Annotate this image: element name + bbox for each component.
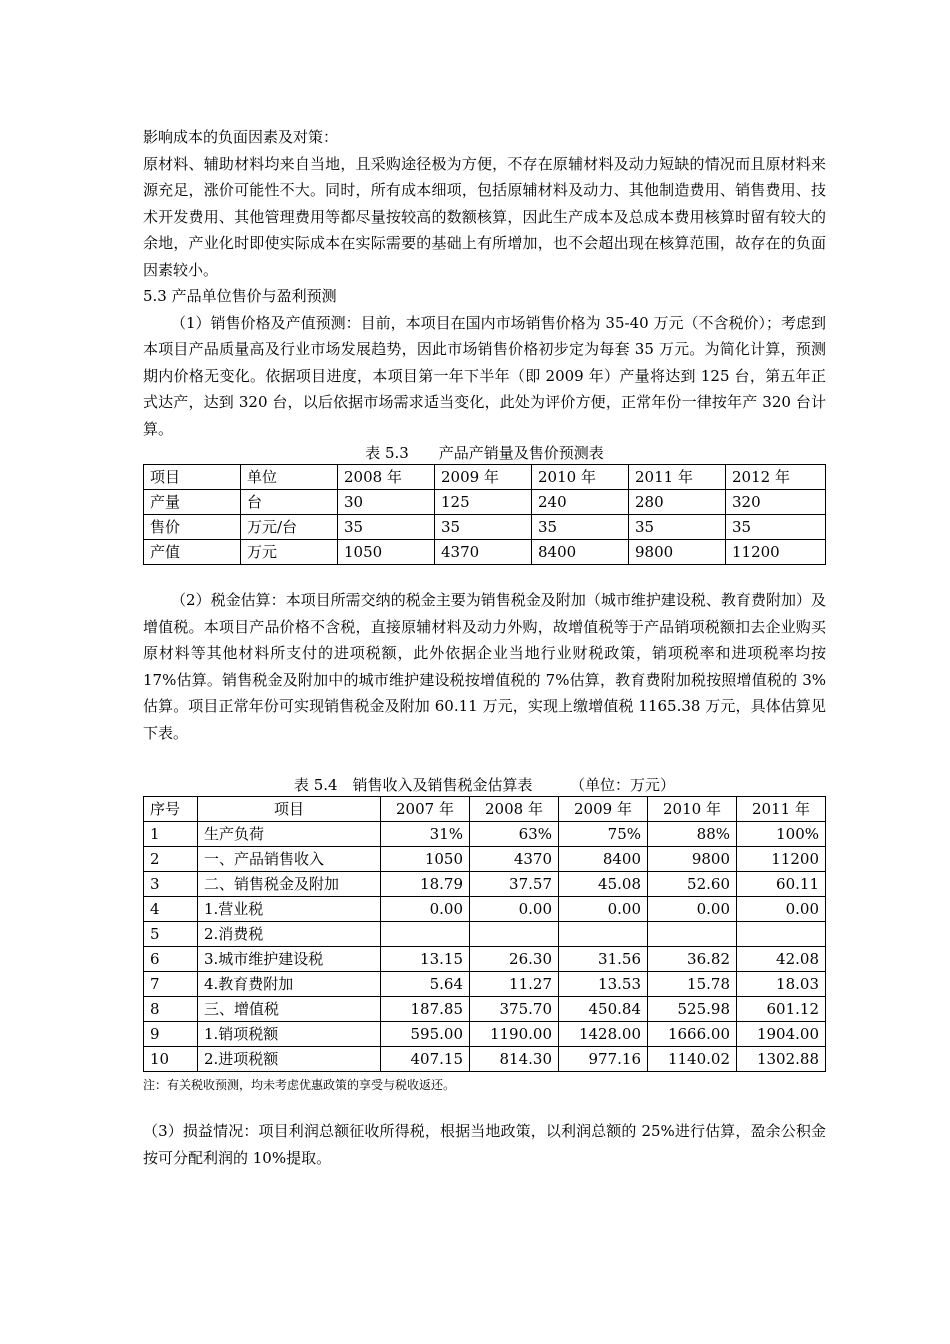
table-row xyxy=(144,1022,826,1047)
row-index: 7 xyxy=(144,972,198,997)
header-cell: 2011 年 xyxy=(737,797,826,822)
table-cell: 13.15 xyxy=(381,947,470,972)
header-cell: 2010 年 xyxy=(532,465,629,490)
table-cell: 13.53 xyxy=(559,972,648,997)
cost-heading: 影响成本的负面因素及对策： xyxy=(143,128,339,146)
table-cell: 35 xyxy=(532,515,629,540)
table-cell: 1050 xyxy=(338,540,435,565)
table-cell: 88% xyxy=(648,822,737,847)
row-index: 6 xyxy=(144,947,198,972)
document-page xyxy=(143,124,826,1171)
table-cell: 0.00 xyxy=(648,897,737,922)
row-item: 二、销售税金及附加 xyxy=(198,872,381,897)
table-5-3-caption: 表 5.3 产品产销量及售价预测表 xyxy=(365,444,604,462)
table-cell: 31% xyxy=(381,822,470,847)
table-cell: 售价 xyxy=(144,515,241,540)
table-cell: 52.60 xyxy=(648,872,737,897)
table-cell: 30 xyxy=(338,490,435,515)
table-cell: 977.16 xyxy=(559,1047,648,1072)
table-cell: 525.98 xyxy=(648,997,737,1022)
spacer xyxy=(143,1096,826,1118)
row-index: 3 xyxy=(144,872,198,897)
table-cell: 280 xyxy=(629,490,726,515)
row-item: 4.教育费附加 xyxy=(198,972,381,997)
row-item: 2.进项税额 xyxy=(198,1047,381,1072)
table-cell: 0.00 xyxy=(381,897,470,922)
table-cell: 4370 xyxy=(470,847,559,872)
cost-paragraph: 原材料、辅助材料均来自当地，且采购途径极为方便，不存在原辅材料及动力短缺的情况而且原材料来源充足，涨价可能性不大。同时，所有成本细项，包括原辅材料及动力、其他制造费用、销售费用、技术开发费用、其他管理费用等都尽量按较高的数额核算，因此生产成本及总成本费用核算时留有较大的余地，产业化时即使实际成本在实际需要的基础上有所增加，也不会超出现在核算范围，故存在的负面因素较小。 xyxy=(143,154,826,279)
table-header-row xyxy=(144,465,826,490)
table-cell xyxy=(559,922,648,947)
table-cell xyxy=(381,922,470,947)
header-cell: 2010 年 xyxy=(648,797,737,822)
table-cell: 8400 xyxy=(532,540,629,565)
table-cell: 60.11 xyxy=(737,872,826,897)
table-cell: 1904.00 xyxy=(737,1022,826,1047)
table-row xyxy=(144,847,826,872)
table-cell: 814.30 xyxy=(470,1047,559,1072)
table-cell: 1190.00 xyxy=(470,1022,559,1047)
table-row xyxy=(144,947,826,972)
table-cell: 产量 xyxy=(144,490,241,515)
table-cell: 1140.02 xyxy=(648,1047,737,1072)
table-cell: 37.57 xyxy=(470,872,559,897)
table-cell: 0.00 xyxy=(470,897,559,922)
row-index: 5 xyxy=(144,922,198,947)
table-cell: 36.82 xyxy=(648,947,737,972)
header-cell: 2008 年 xyxy=(470,797,559,822)
table-header-row xyxy=(144,797,826,822)
table-5-4 xyxy=(143,796,826,1072)
table-cell: 18.79 xyxy=(381,872,470,897)
table-cell: 万元/台 xyxy=(241,515,338,540)
row-index: 2 xyxy=(144,847,198,872)
table-row xyxy=(144,897,826,922)
table-cell xyxy=(648,922,737,947)
table-cell: 万元 xyxy=(241,540,338,565)
row-index: 8 xyxy=(144,997,198,1022)
table-cell: 产值 xyxy=(144,540,241,565)
table-cell: 35 xyxy=(629,515,726,540)
table-cell xyxy=(737,922,826,947)
tax-paragraph: （2）税金估算：本项目所需交纳的税金主要为销售税金及附加（城市维护建设税、教育费附加）及增值税。本项目产品价格不含税，直接原辅材料及动力外购，故增值税等于产品销项税额扣去企业购买原材料等其他材料所支付的进项税额，此外依据企业当地行业财税政策，销项税率和进项税率均按 17%估算。销售税金及附加中的城市维护建设税按增值税的 7%估算，教育费附加税按照增值税的 3%估算。项目正常年份可实现销售税金及附加 60.11 万元，实现上缴增值税 1165.38 万元，具体估算见下表。 xyxy=(143,591,827,742)
table-cell: 11200 xyxy=(726,540,826,565)
profit-paragraph: （3）损益情况：项目利润总额征收所得税，根据当地政策，以利润总额的 25%进行估算，盈余公积金按可分配利润的 10%提取。 xyxy=(143,1122,826,1167)
price-paragraph: （1）销售价格及产值预测：目前，本项目在国内市场销售价格为 35-40 万元（不含税价）；考虑到本项目产品质量高及行业市场发展趋势，因此市场销售价格初步定为每套 35 万元。为简化计算，预测期内价格无变化。依据项目进度，本项目第一年下半年（即 2009 年）产量将达到 125 台，第五年正式达产，达到 320 台，以后依据市场需求适当变化，此处为评价方便，正常年份一律按年产 320 台计算。 xyxy=(143,313,826,438)
table-row xyxy=(144,872,826,897)
table-cell: 35 xyxy=(435,515,532,540)
table-cell: 31.56 xyxy=(559,947,648,972)
table-row xyxy=(144,997,826,1022)
table-cell: 0.00 xyxy=(559,897,648,922)
table-cell: 8400 xyxy=(559,847,648,872)
table-cell: 1050 xyxy=(381,847,470,872)
header-cell: 2007 年 xyxy=(381,797,470,822)
table-cell: 125 xyxy=(435,490,532,515)
table-row xyxy=(144,490,826,515)
table-cell xyxy=(470,922,559,947)
table-cell: 35 xyxy=(726,515,826,540)
table-cell: 11.27 xyxy=(470,972,559,997)
header-cell: 单位 xyxy=(241,465,338,490)
table-5-4-caption: 表 5.4 销售收入及销售税金估算表 （单位：万元） xyxy=(293,776,676,794)
table-cell: 26.30 xyxy=(470,947,559,972)
table-cell: 375.70 xyxy=(470,997,559,1022)
table-row xyxy=(144,515,826,540)
table-5-3 xyxy=(143,464,826,565)
row-item: 3.城市维护建设税 xyxy=(198,947,381,972)
row-item: 1.销项税额 xyxy=(198,1022,381,1047)
table-cell: 75% xyxy=(559,822,648,847)
table-row xyxy=(144,972,826,997)
row-item: 三、增值税 xyxy=(198,997,381,1022)
table-cell: 45.08 xyxy=(559,872,648,897)
table-row xyxy=(144,822,826,847)
table-cell: 9800 xyxy=(648,847,737,872)
table-cell: 100% xyxy=(737,822,826,847)
row-index: 1 xyxy=(144,822,198,847)
section-5-3-title: 5.3 产品单位售价与盈利预测 xyxy=(143,287,337,305)
header-cell: 项目 xyxy=(198,797,381,822)
header-cell: 项目 xyxy=(144,465,241,490)
table-row xyxy=(144,922,826,947)
header-cell: 2009 年 xyxy=(435,465,532,490)
row-item: 1.营业税 xyxy=(198,897,381,922)
row-index: 4 xyxy=(144,897,198,922)
table-cell: 595.00 xyxy=(381,1022,470,1047)
table-cell: 240 xyxy=(532,490,629,515)
header-cell: 2009 年 xyxy=(559,797,648,822)
header-cell: 2011 年 xyxy=(629,465,726,490)
table-cell: 0.00 xyxy=(737,897,826,922)
table-row xyxy=(144,1047,826,1072)
spacer xyxy=(143,746,826,774)
table-cell: 4370 xyxy=(435,540,532,565)
row-item: 生产负荷 xyxy=(198,822,381,847)
table-cell: 407.15 xyxy=(381,1047,470,1072)
table-note: 注：有关税收预测，均未考虑优惠政策的享受与税收返还。 xyxy=(143,1078,456,1092)
row-item: 2.消费税 xyxy=(198,922,381,947)
table-cell: 187.85 xyxy=(381,997,470,1022)
table-cell: 15.78 xyxy=(648,972,737,997)
table-cell: 9800 xyxy=(629,540,726,565)
table-cell: 1666.00 xyxy=(648,1022,737,1047)
table-cell: 601.12 xyxy=(737,997,826,1022)
header-cell: 序号 xyxy=(144,797,198,822)
table-cell: 450.84 xyxy=(559,997,648,1022)
table-cell: 5.64 xyxy=(381,972,470,997)
table-cell: 18.03 xyxy=(737,972,826,997)
row-index: 10 xyxy=(144,1047,198,1072)
header-cell: 2012 年 xyxy=(726,465,826,490)
table-cell: 11200 xyxy=(737,847,826,872)
table-cell: 63% xyxy=(470,822,559,847)
table-cell: 1302.88 xyxy=(737,1047,826,1072)
spacer xyxy=(143,565,826,587)
table-cell: 320 xyxy=(726,490,826,515)
table-cell: 台 xyxy=(241,490,338,515)
table-row xyxy=(144,540,826,565)
row-index: 9 xyxy=(144,1022,198,1047)
table-cell: 35 xyxy=(338,515,435,540)
table-cell: 42.08 xyxy=(737,947,826,972)
row-item: 一、产品销售收入 xyxy=(198,847,381,872)
table-cell: 1428.00 xyxy=(559,1022,648,1047)
header-cell: 2008 年 xyxy=(338,465,435,490)
